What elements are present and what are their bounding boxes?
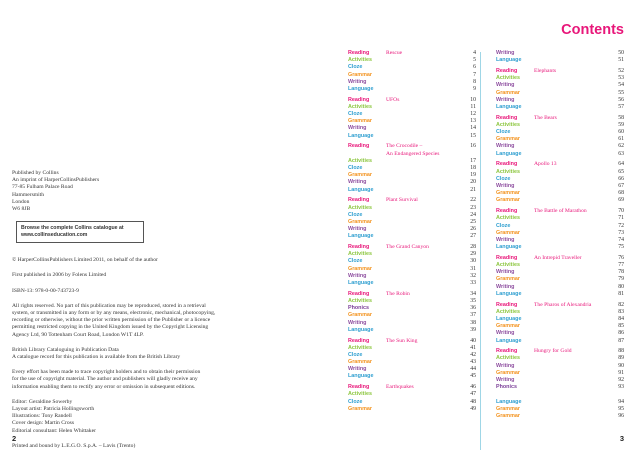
section-label: Language xyxy=(496,398,522,405)
section-label: Language xyxy=(348,326,374,333)
credits-list xyxy=(12,399,332,435)
page-ref: 17 xyxy=(470,157,476,164)
page-ref: 4 xyxy=(473,50,476,56)
section-label: Language xyxy=(496,337,522,344)
page-ref: 68 xyxy=(618,190,624,197)
page-ref: 78 xyxy=(618,269,624,276)
page-ref: 34 xyxy=(470,290,476,297)
page-ref: 96 xyxy=(618,412,624,419)
imprint-line: ISBN-13: 978-0-00-743723-9 xyxy=(12,287,79,294)
page-ref: 52 xyxy=(618,67,624,74)
section-label: Writing xyxy=(348,179,367,186)
unit-title: An Intrepid Traveller xyxy=(534,254,582,261)
imprint-line: Agency Ltd, 90 Tottenham Court Road, London W1T 4LP. xyxy=(12,331,144,338)
section-label: Reading xyxy=(348,384,370,391)
page-ref: 70 xyxy=(618,208,624,215)
page-ref: 93 xyxy=(618,384,624,391)
page-ref: 87 xyxy=(618,337,624,344)
page-ref: 83 xyxy=(618,308,624,315)
page-ref: 31 xyxy=(470,265,476,272)
section-label: Reading xyxy=(348,337,370,344)
imprint-line: recording or otherwise, without the prior written permission of the Publisher or a licence xyxy=(12,317,211,324)
page-ref: 57 xyxy=(618,103,624,110)
page-ref: 58 xyxy=(618,114,624,121)
section-label: Activities xyxy=(496,121,520,128)
section-label: Writing xyxy=(496,330,515,337)
section-label: Activities xyxy=(496,308,520,315)
section-label: Grammar xyxy=(496,412,520,419)
section-label: Reading xyxy=(348,96,370,103)
page-ref: 50 xyxy=(618,50,624,56)
page-ref: 62 xyxy=(618,143,624,150)
imprint-line: Every effort has been made to trace copyright holders and to obtain their permission xyxy=(12,369,201,376)
imprint-line: permitting restricted copying in the United Kingdom issued by the Copyright Licensing xyxy=(12,324,209,331)
imprint-line: First published in 2006 by Folens Limited xyxy=(12,272,107,279)
page-ref: 64 xyxy=(618,161,624,168)
page-ref: 46 xyxy=(470,384,476,391)
section-label: Reading xyxy=(496,301,518,308)
page-ref: 92 xyxy=(618,377,624,384)
page-ref: 35 xyxy=(470,297,476,304)
page-ref: 30 xyxy=(470,258,476,265)
page-ref: 39 xyxy=(470,326,476,333)
imprint-line: 77-85 Fulham Palace Road xyxy=(12,184,73,191)
imprint-line: © HarperCollinsPublishers Limited 2011, on behalf of the author xyxy=(12,257,158,264)
page-ref: 74 xyxy=(618,236,624,243)
page-ref: 7 xyxy=(473,71,476,78)
section-label: Activities xyxy=(348,157,372,164)
permissions-statement xyxy=(12,369,332,391)
unit-title-continued: An Endangered Species xyxy=(386,150,440,157)
page-ref: 67 xyxy=(618,182,624,189)
page-ref: 25 xyxy=(470,218,476,225)
section-label: Grammar xyxy=(348,172,372,179)
page-ref: 42 xyxy=(470,351,476,358)
section-label: Reading xyxy=(496,114,518,121)
page-ref: 66 xyxy=(618,175,624,182)
page-ref: 63 xyxy=(618,150,624,157)
unit-title: The Crocodile – xyxy=(386,143,423,150)
section-label: Writing xyxy=(348,78,367,85)
first-published-line xyxy=(12,272,332,279)
section-label: Cloze xyxy=(348,398,363,405)
section-label: Activities xyxy=(496,215,520,222)
page-ref: 6 xyxy=(473,64,476,71)
page-ref: 77 xyxy=(618,262,624,269)
section-label: Language xyxy=(348,280,374,286)
column-divider xyxy=(480,52,481,450)
section-label: Cloze xyxy=(348,111,363,118)
imprint-line: Published by Collins xyxy=(12,170,59,176)
imprint-line: British Library Cataloguing in Publication Data xyxy=(12,346,119,353)
imprint-line: www.collinseducation.com xyxy=(21,232,88,239)
section-label: Writing xyxy=(496,377,515,384)
section-label: Language xyxy=(348,132,374,139)
page-ref: 75 xyxy=(618,244,624,251)
section-label: Grammar xyxy=(496,190,520,197)
section-label: Writing xyxy=(348,366,367,373)
section-label: Grammar xyxy=(348,218,372,225)
page-ref: 13 xyxy=(470,118,476,125)
page-ref: 29 xyxy=(470,251,476,258)
page-ref: 89 xyxy=(618,355,624,362)
cip-statement xyxy=(12,347,332,361)
section-label: Grammar xyxy=(348,359,372,366)
section-label: Writing xyxy=(496,50,515,56)
page-ref: 55 xyxy=(618,89,624,96)
imprint-line: information enabling them to rectify any error or omission in subsequent editions. xyxy=(12,383,196,390)
section-label: Writing xyxy=(348,125,367,132)
imprint-line: A catalogue record for this publication is available from the British Library xyxy=(12,354,181,361)
section-label: Grammar xyxy=(496,276,520,283)
imprint-line: Printed and bound by L.E.G.O. S.p.A. – Lavis (Trento) xyxy=(12,442,136,449)
section-label: Reading xyxy=(496,67,518,74)
section-label: Writing xyxy=(496,283,515,290)
section-label: Grammar xyxy=(496,369,520,376)
section-label: Activities xyxy=(348,57,372,64)
imprint-line: Hammersmith xyxy=(12,191,45,198)
section-label: Grammar xyxy=(496,405,520,412)
section-label: Cloze xyxy=(496,129,511,136)
imprint-line: Layout artist: Patricia Hollingsworth xyxy=(12,406,95,413)
page-ref: 71 xyxy=(618,215,624,222)
section-label: Activities xyxy=(496,75,520,82)
section-label: Activities xyxy=(348,391,372,398)
page-ref: 56 xyxy=(618,96,624,103)
section-label: Reading xyxy=(496,348,518,355)
section-label: Grammar xyxy=(348,405,372,412)
section-label: Grammar xyxy=(348,265,372,272)
section-label: Language xyxy=(496,315,522,322)
section-label: Cloze xyxy=(348,258,363,265)
copyright-line xyxy=(12,257,332,264)
section-label: Grammar xyxy=(496,197,520,204)
section-label: Grammar xyxy=(496,89,520,96)
page-number-right: 3 xyxy=(619,434,624,443)
imprint-line: All rights reserved. No part of this publication may be reproduced, stored in a retrieval xyxy=(12,302,206,309)
unit-title: The Sun King xyxy=(386,337,418,344)
imprint-line: Browse the complete Collins catalogue at xyxy=(21,225,124,232)
section-label: Reading xyxy=(348,244,370,251)
unit-title: The Pharos of Alexandria xyxy=(534,301,592,308)
imprint-line: W6 8JB xyxy=(12,206,31,213)
section-label: Reading xyxy=(348,50,370,56)
page-ref: 79 xyxy=(618,276,624,283)
page-ref: 24 xyxy=(470,211,476,218)
section-label: Language xyxy=(496,150,522,157)
imprint-line: system, or transmitted in any form or by any means, electronic, mechanical, photocopying, xyxy=(12,310,216,317)
unit-title: Plant Survival xyxy=(386,197,418,204)
page-ref: 80 xyxy=(618,283,624,290)
page-ref: 19 xyxy=(470,172,476,179)
section-label: Reading xyxy=(496,161,518,168)
page-ref: 59 xyxy=(618,121,624,128)
page-ref: 27 xyxy=(470,233,476,240)
section-label: Activities xyxy=(496,262,520,269)
page-ref: 91 xyxy=(618,369,624,376)
section-label: Language xyxy=(348,373,374,380)
section-label: Activities xyxy=(348,297,372,304)
page-ref: 47 xyxy=(470,391,476,398)
section-label: Writing xyxy=(496,82,515,89)
unit-title: The Bears xyxy=(534,114,557,121)
page-ref: 90 xyxy=(618,362,624,369)
section-label: Grammar xyxy=(348,71,372,78)
section-label: Reading xyxy=(348,290,370,297)
section-label: Activities xyxy=(348,204,372,211)
page-ref: 15 xyxy=(470,132,476,139)
section-label: Writing xyxy=(496,236,515,243)
catalogue-box xyxy=(16,221,144,243)
section-label: Writing xyxy=(496,269,515,276)
page-ref: 23 xyxy=(470,204,476,211)
section-label: Activities xyxy=(348,103,372,110)
page-ref: 65 xyxy=(618,168,624,175)
section-label: Grammar xyxy=(348,312,372,319)
imprint-line: Editorial consultant: Helen Whittaker xyxy=(12,427,96,434)
page-ref: 82 xyxy=(618,301,624,308)
page-ref: 14 xyxy=(470,125,476,132)
page-ref: 85 xyxy=(618,323,624,330)
page-title: Contents xyxy=(561,22,624,38)
page-ref: 61 xyxy=(618,136,624,143)
page-ref: 53 xyxy=(618,75,624,82)
unit-title: Rescue xyxy=(386,50,403,56)
section-label: Grammar xyxy=(496,136,520,143)
page-ref: 72 xyxy=(618,222,624,229)
section-label: Reading xyxy=(496,254,518,261)
imprint-line: Illustrations: Tony Randell xyxy=(12,413,72,420)
section-label: Grammar xyxy=(496,229,520,236)
section-label: Writing xyxy=(496,182,515,189)
page-ref: 86 xyxy=(618,330,624,337)
page-ref: 45 xyxy=(470,373,476,380)
page-ref: 22 xyxy=(470,197,476,204)
imprint-line: An imprint of HarperCollinsPublishers xyxy=(12,177,100,184)
section-label: Reading xyxy=(348,143,370,150)
isbn-line xyxy=(12,288,332,295)
page-ref: 10 xyxy=(470,96,476,103)
section-label: Writing xyxy=(496,143,515,150)
page-ref: 81 xyxy=(618,290,624,297)
section-label: Language xyxy=(496,103,522,110)
page-ref: 26 xyxy=(470,226,476,233)
page-ref: 16 xyxy=(470,143,476,150)
page-ref: 95 xyxy=(618,405,624,412)
section-label: Cloze xyxy=(348,211,363,218)
unit-title: UFOs xyxy=(386,96,400,103)
page-ref: 5 xyxy=(473,57,476,64)
unit-title: Elephants xyxy=(534,67,557,74)
section-label: Reading xyxy=(348,197,370,204)
page-ref: 28 xyxy=(470,244,476,251)
section-label: Language xyxy=(496,290,522,297)
page-ref: 51 xyxy=(618,57,624,64)
unit-title: Earthquakes xyxy=(386,384,414,391)
section-label: Cloze xyxy=(348,64,363,71)
page-ref: 54 xyxy=(618,82,624,89)
section-label: Grammar xyxy=(348,118,372,125)
rights-statement xyxy=(12,303,332,339)
imprint-block xyxy=(12,170,332,458)
section-label: Writing xyxy=(496,96,515,103)
imprint-line: London xyxy=(12,198,30,205)
section-label: Activities xyxy=(496,355,520,362)
page-ref: 33 xyxy=(470,280,476,286)
page-ref: 69 xyxy=(618,197,624,204)
section-label: Writing xyxy=(348,319,367,326)
section-label: Language xyxy=(496,57,522,64)
page-number-left: 2 xyxy=(12,434,17,443)
section-label: Cloze xyxy=(348,351,363,358)
imprint-line: Cover design: Martin Cross xyxy=(12,420,74,427)
page-ref: 43 xyxy=(470,359,476,366)
unit-title: The Robin xyxy=(386,290,410,297)
page-ref: 76 xyxy=(618,254,624,261)
page-ref: 48 xyxy=(470,398,476,405)
section-label: Grammar xyxy=(496,323,520,330)
page-ref: 8 xyxy=(473,78,476,85)
section-label: Phonics xyxy=(496,384,517,391)
section-label: Cloze xyxy=(496,222,511,229)
section-label: Language xyxy=(348,233,374,240)
section-label: Language xyxy=(496,244,522,251)
section-label: Phonics xyxy=(348,305,369,312)
page-ref: 21 xyxy=(470,186,476,193)
section-label: Writing xyxy=(348,226,367,233)
page-ref: 44 xyxy=(470,366,476,373)
page-ref: 36 xyxy=(470,305,476,312)
section-label: Language xyxy=(348,186,374,193)
unit-title: Hungry for Gold xyxy=(534,348,572,355)
page-ref: 11 xyxy=(470,103,476,110)
section-label: Cloze xyxy=(496,175,511,182)
page-ref: 60 xyxy=(618,129,624,136)
section-label: Activities xyxy=(348,344,372,351)
publisher-info xyxy=(12,170,332,213)
section-label: Activities xyxy=(496,168,520,175)
section-label: Activities xyxy=(348,251,372,258)
page-ref: 94 xyxy=(618,398,624,405)
page-ref: 49 xyxy=(470,405,476,412)
page-ref: 88 xyxy=(618,348,624,355)
section-label: Cloze xyxy=(348,165,363,171)
page-ref: 9 xyxy=(473,85,476,92)
page-ref: 41 xyxy=(470,344,476,351)
unit-title: The Grand Canyon xyxy=(386,244,429,251)
page-ref: 73 xyxy=(618,229,624,236)
page-ref: 40 xyxy=(470,337,476,344)
imprint-line: Editor: Geraldine Sowerby xyxy=(12,398,73,405)
printer-line xyxy=(12,443,332,450)
page-ref: 84 xyxy=(618,315,624,322)
page-ref: 32 xyxy=(470,272,476,279)
unit-title: The Battle of Marathon xyxy=(534,208,587,215)
section-label: Writing xyxy=(496,362,515,369)
section-label: Writing xyxy=(348,272,367,279)
section-label: Reading xyxy=(496,208,518,215)
page-ref: 20 xyxy=(470,179,476,186)
page-ref: 12 xyxy=(470,111,476,118)
section-label: Language xyxy=(348,85,374,92)
page-ref: 38 xyxy=(470,319,476,326)
page-ref: 37 xyxy=(470,312,476,319)
imprint-line: for the use of copyright material. The author and publishers will gladly receive any xyxy=(12,376,198,383)
page-ref: 18 xyxy=(470,165,476,171)
unit-title: Apollo 13 xyxy=(534,161,557,168)
